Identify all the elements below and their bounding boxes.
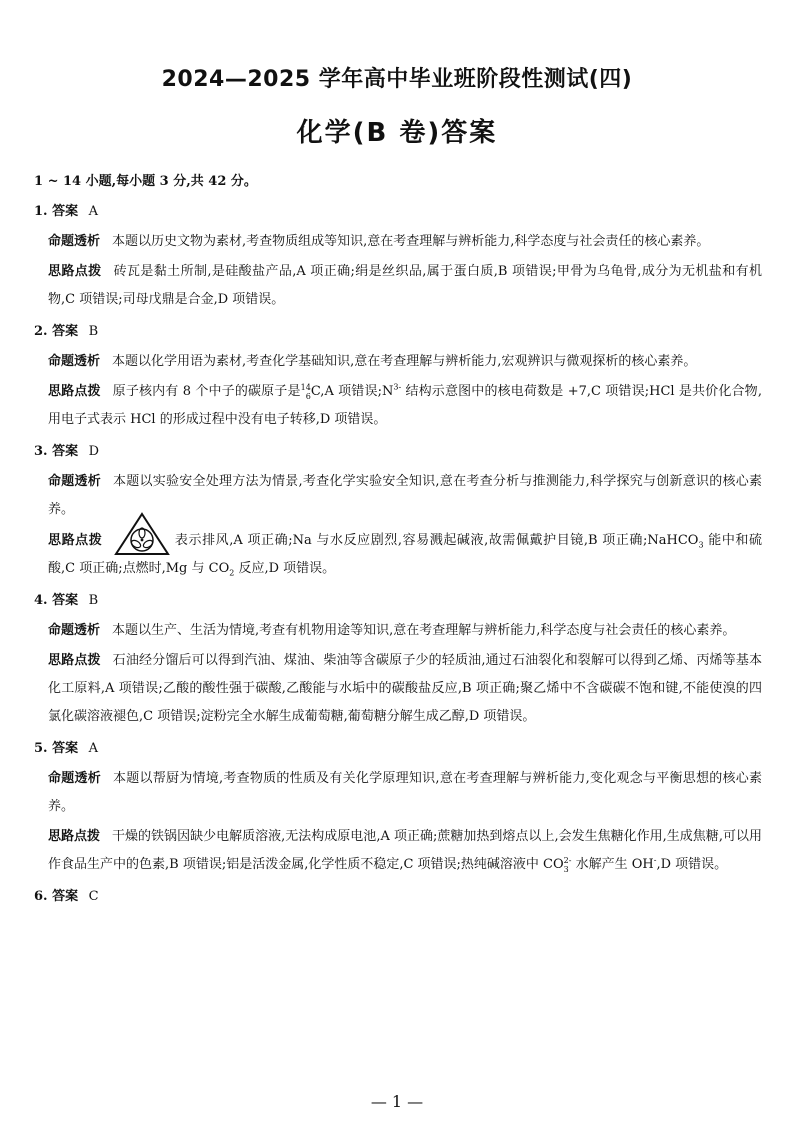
answer-content — [34, 172, 762, 913]
subscript: 3 — [563, 864, 569, 874]
answer-label: 答案 — [52, 324, 79, 339]
hint-label: 思路点拨 — [48, 533, 103, 548]
exam-subtitle: 化学(B 卷)答案 — [296, 118, 498, 148]
hint-text: 干燥的铁锅因缺少电解质溶液,无法构成原电池,A 项正确;蔗糖加热到熔点以上,会发生焦糖化作用,生成焦糖,可以用作食品生产中的色素,B 项错误;铝是活泼金属,化学性质不稳定,C 项错误;热纯碱溶液中 CO — [48, 829, 762, 872]
question-1 — [34, 202, 762, 314]
hint-label: 思路点拨 — [48, 384, 101, 399]
question-number: 1. — [34, 204, 48, 219]
isotope-notation — [301, 383, 311, 401]
question-4 — [34, 591, 762, 731]
answer-line — [34, 322, 762, 342]
answer-letter: D — [88, 444, 100, 459]
question-number: 4. — [34, 593, 48, 608]
hint-paragraph — [34, 378, 762, 434]
hint-text: C,A 项错误;N — [310, 384, 394, 399]
hint-text: ,D 项错误。 — [656, 857, 728, 872]
answer-line — [34, 202, 762, 222]
answer-label: 答案 — [52, 741, 79, 756]
answer-label: 答案 — [52, 889, 79, 904]
hint-paragraph — [34, 526, 762, 583]
answer-letter: A — [88, 741, 99, 756]
answer-label: 答案 — [52, 204, 79, 219]
analysis-paragraph — [34, 348, 762, 376]
page-number: — 1 — — [370, 1092, 424, 1111]
subscript: 3 — [698, 540, 704, 550]
answer-line — [34, 739, 762, 759]
question-number: 3. — [34, 444, 48, 459]
hint-text: 石油经分馏后可以得到汽油、煤油、柴油等含碳原子少的轻质油,通过石油裂化和裂解可以得到乙烯、丙烯等基本化工原料,A 项错误;乙酸的酸性强于碳酸,乙酸能与水垢中的碳酸盐反应,B 项正确;聚乙烯中不含碳碳不饱和键,不能使溴的四氯化碳溶液褪色,C 项错误;淀粉完全水解生成葡萄糖,葡萄糖分解生成乙醇,D 项错误。 — [48, 653, 762, 724]
analysis-paragraph — [34, 617, 762, 645]
charge-superscript: - — [653, 855, 657, 865]
question-number: 6. — [34, 889, 48, 904]
analysis-label: 命题透析 — [48, 234, 101, 249]
hint-text: 砖瓦是黏土所制,是硅酸盐产品,A 项正确;绢是丝织品,属于蛋白质,B 项错误;甲骨为乌龟骨,成分为无机盐和有机物,C 项错误;司母戊鼎是合金,D 项错误。 — [48, 264, 762, 307]
analysis-paragraph — [34, 765, 762, 821]
analysis-text: 本题以历史文物为素材,考查物质组成等知识,意在考查理解与辨析能力,科学态度与社会责任的核心素养。 — [112, 234, 710, 249]
ventilation-fan-icon — [114, 512, 170, 567]
hint-text: 表示排风,A 项正确;Na 与水反应剧烈,容易溅起碱液,故需佩戴护目镜,B 项正确;NaHCO — [174, 533, 699, 548]
exam-title: 2024—2025 学年高中毕业班阶段性测试(四) — [161, 67, 633, 92]
charge-superscript: 3- — [393, 382, 402, 392]
subscript: 2 — [229, 568, 235, 578]
analysis-text: 本题以帮厨为情境,考查物质的性质及有关化学原理知识,意在考查理解与辨析能力,变化观念与平衡思想的核心素养。 — [48, 771, 762, 814]
question-number: 5. — [34, 741, 48, 756]
answer-letter: B — [88, 593, 99, 608]
analysis-text: 本题以生产、生活为情境,考查有机物用途等知识,意在考查理解与辨析能力,科学态度与社会责任的核心素养。 — [112, 623, 736, 638]
hint-text: 反应,D 项错误。 — [234, 561, 336, 576]
answer-line — [34, 591, 762, 611]
analysis-label: 命题透析 — [48, 623, 101, 638]
hint-label: 思路点拨 — [48, 653, 101, 668]
answer-line — [34, 442, 762, 462]
analysis-text: 本题以化学用语为素材,考查化学基础知识,意在考查理解与辨析能力,宏观辨识与微观探析的核心素养。 — [112, 354, 697, 369]
hint-paragraph — [34, 647, 762, 731]
hint-text: 水解产生 OH — [571, 857, 654, 872]
hint-text: 原子核内有 8 个中子的碳原子是 — [112, 384, 301, 399]
charge-superscript: 2- — [563, 855, 572, 865]
hint-label: 思路点拨 — [48, 829, 101, 844]
question-5 — [34, 739, 762, 879]
analysis-paragraph — [34, 228, 762, 256]
answer-label: 答案 — [52, 444, 79, 459]
question-3 — [34, 442, 762, 583]
mass-number: 14 — [300, 382, 311, 392]
analysis-label: 命题透析 — [48, 771, 102, 786]
answer-letter: B — [88, 324, 99, 339]
analysis-label: 命题透析 — [48, 354, 101, 369]
answer-letter: A — [88, 204, 99, 219]
hint-text: 能中和硫酸,C 项正确;点燃时,Mg 与 CO — [48, 533, 762, 576]
question-number: 2. — [34, 324, 48, 339]
atomic-number: 6 — [305, 391, 311, 401]
hint-paragraph — [34, 258, 762, 314]
question-2 — [34, 322, 762, 434]
answer-line — [34, 887, 762, 907]
analysis-label: 命题透析 — [48, 474, 102, 489]
hint-paragraph — [34, 823, 762, 879]
hint-label: 思路点拨 — [48, 264, 102, 279]
answer-letter: C — [88, 889, 99, 904]
question-6 — [34, 887, 762, 907]
scoring-intro: 1 ~ 14 小题,每小题 3 分,共 42 分。 — [34, 174, 257, 189]
answer-label: 答案 — [52, 593, 79, 608]
hint-text: 结构示意图中的核电荷数是 +7,C 项错误;HCl 是共价化合物,用电子式表示 HCl 的形成过程中没有电子转移,D 项错误。 — [48, 384, 762, 427]
analysis-text: 本题以实验安全处理方法为情景,考查化学实验安全知识,意在考查分析与推测能力,科学探究与创新意识的核心素养。 — [48, 474, 762, 517]
